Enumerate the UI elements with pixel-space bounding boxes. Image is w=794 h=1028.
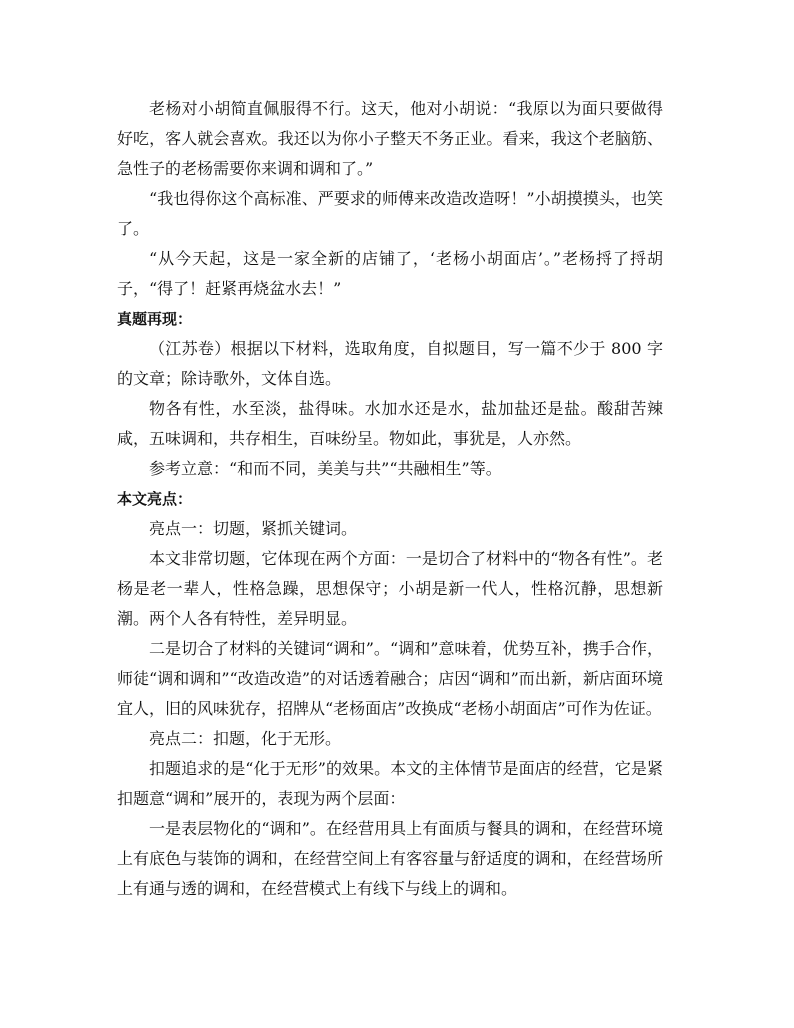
- highlight-2-paragraph-2: 一是表层物化的“调和”。在经营用具上有面质与餐具的调和，在经营环境上有底色与装饰的调和，在经营空间上有客容量与舒适度的调和，在经营场所上有通与透的调和，在经营模式上有线下与线上的调和。: [117, 819, 663, 898]
- story-paragraph-2: “我也得你这个高标准、严要求的师傅来改造改造呀！”小胡摸摸头，也笑了。: [117, 189, 663, 238]
- story-paragraph-1: 老杨对小胡简直佩服得不行。这天，他对小胡说：“我原以为面只要做得好吃，客人就会喜欢。我还以为你小子整天不务正业。看来，我这个老脑筋、急性子的老杨需要你来调和调和了。”: [117, 99, 663, 178]
- exam-prompt: （江苏卷）根据以下材料，选取角度，自拟题目，写一篇不少于 800 字的文章；除诗歌外，文体自选。: [117, 339, 663, 388]
- exam-heading: 真题再现：: [117, 310, 193, 328]
- exam-material: 物各有性，水至淡，盐得味。水加水还是水，盐加盐还是盐。酸甜苦辣咸，五味调和，共存相生，百味纷呈。物如此，事犹是，人亦然。: [117, 399, 663, 448]
- page-content: [117, 94, 663, 904]
- highlight-1-paragraph-1: 本文非常切题，它体现在两个方面：一是切合了材料中的“物各有性”。老杨是老一辈人，性格急躁，思想保守；小胡是新一代人，性格沉静，思想新潮。两个人各有特性，差异明显。: [117, 549, 663, 628]
- highlight-2-title: 亮点二：扣题，化于无形。: [149, 729, 342, 748]
- highlight-2-paragraph-1: 扣题追求的是“化于无形”的效果。本文的主体情节是面店的经营，它是紧扣题意“调和”展开的，表现为两个层面：: [117, 759, 663, 808]
- highlight-1-paragraph-2: 二是切合了材料的关键词“调和”。“调和”意味着，优势互补，携手合作，师徒“调和调和”“改造改造”的对话透着融合；店因“调和”而出新，新店面环境宜人，旧的风味犹存，招牌从“老杨面店”改换成“老杨小胡面店”可作为佐证。: [117, 639, 663, 718]
- exam-reference: 参考立意：“和而不同，美美与共”“共融相生”等。: [149, 459, 502, 478]
- highlight-1-title: 亮点一：切题，紧抓关键词。: [149, 519, 358, 538]
- highlights-heading: 本文亮点：: [117, 490, 193, 508]
- story-paragraph-3: “从今天起，这是一家全新的店铺了，‘老杨小胡面店’。”老杨捋了捋胡子，“得了！赶紧再烧盆水去！”: [117, 249, 663, 298]
